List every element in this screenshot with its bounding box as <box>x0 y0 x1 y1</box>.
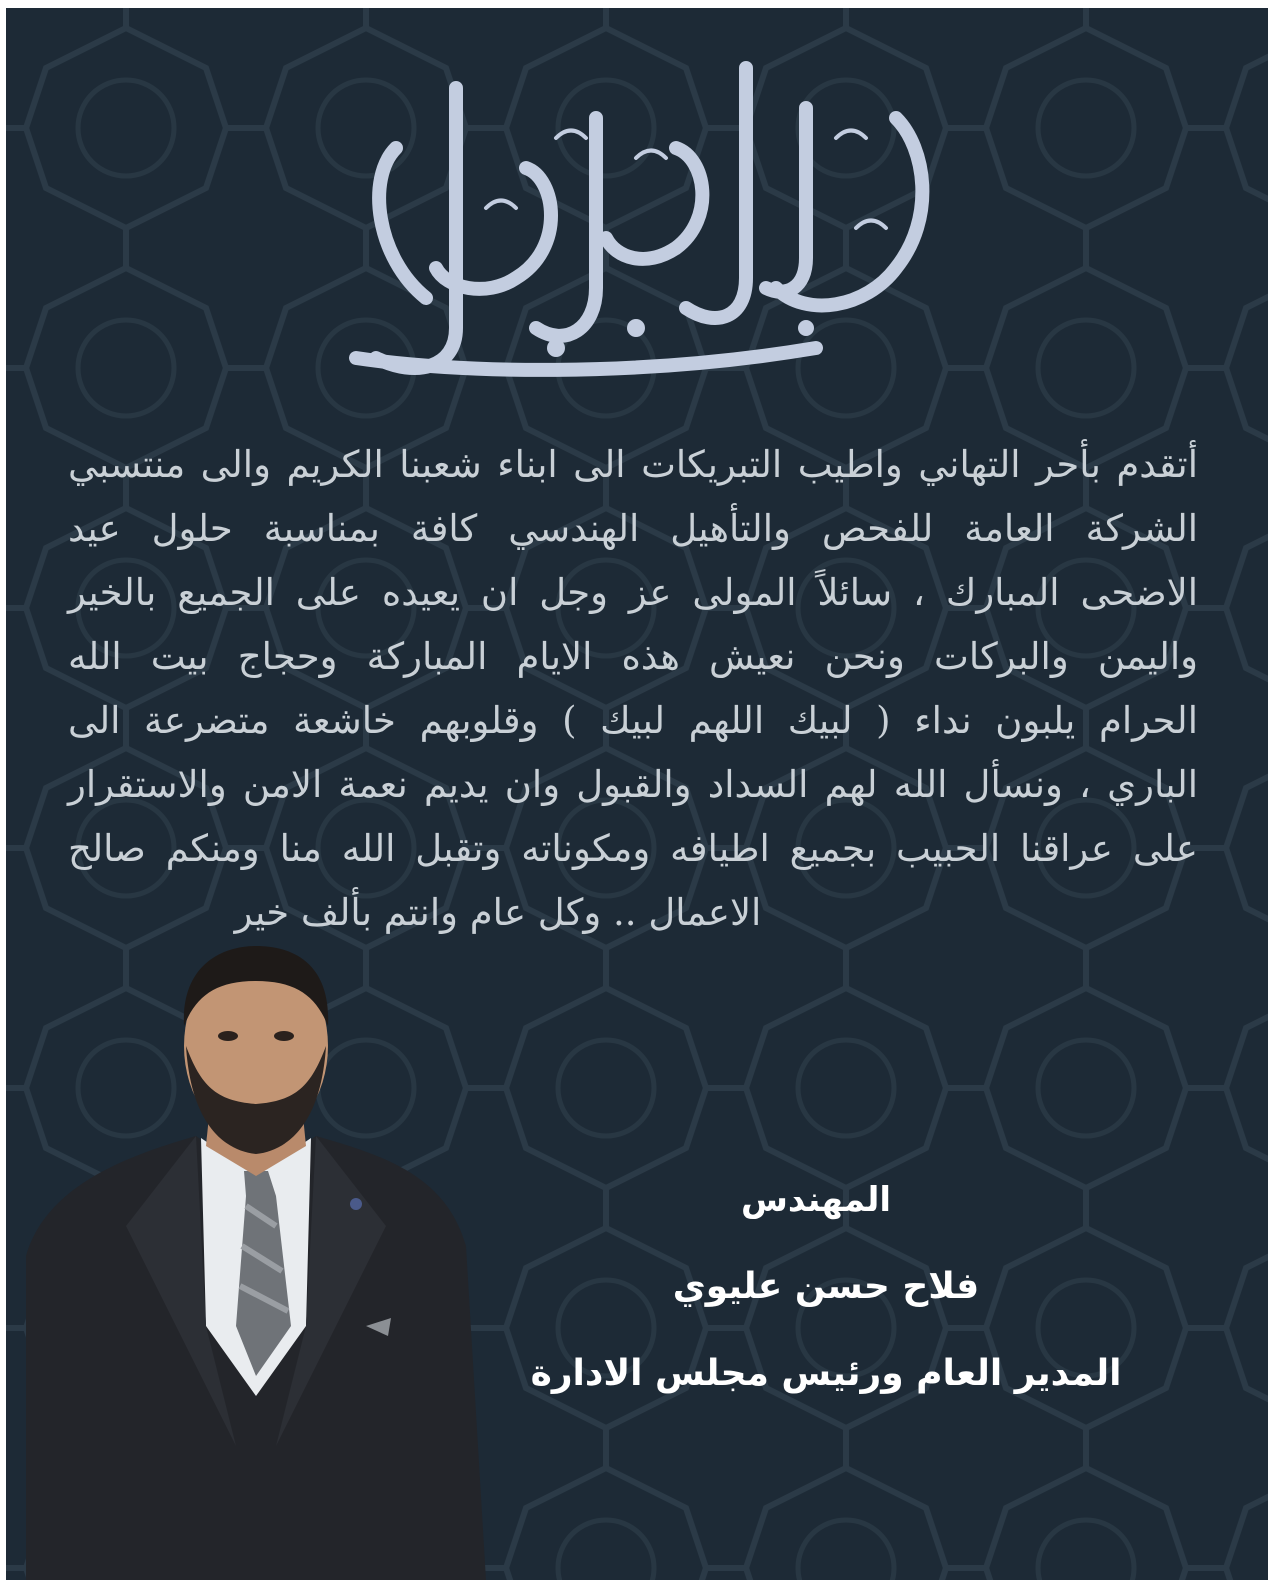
message-line: الحرام يلبون نداء ( لبيك اللهم لبيك ) وقلوبهم خاشعة متضرعة الى <box>68 699 1198 742</box>
greeting-card <box>6 8 1268 1580</box>
signature-title: المهندس <box>740 1180 892 1220</box>
message-line: واليمن والبركات ونحن نعيش هذه الايام المباركة وحجاج بيت الله <box>68 635 1198 678</box>
message-line: أتقدم بأحر التهاني واطيب التبريكات الى ابناء شعبنا الكريم والى منتسبي <box>68 443 1198 486</box>
message-line: الشركة العامة للفحص والتأهيل الهندسي كافة بمناسبة حلول عيد <box>68 507 1198 550</box>
message-line: على عراقنا الحبيب بجميع اطيافه ومكوناته وتقبل الله منا ومنكم صالح <box>68 827 1198 870</box>
signature-name: فلاح حسن عليوي <box>672 1266 980 1307</box>
signature-position: المدير العام ورئيس مجلس الادارة <box>530 1353 1122 1394</box>
message-line: الاعمال .. وكل عام وانتم بألف خير <box>234 891 762 934</box>
greeting-message <box>68 433 1198 945</box>
message-line: الباري ، ونسأل الله لهم السداد والقبول وان يديم نعمة الامن والاستقرار <box>68 763 1198 806</box>
director-portrait <box>6 926 506 1580</box>
message-line: الاضحى المبارك ، سائلاً المولى عز وجل ان يعيده على الجميع بالخير <box>68 571 1198 614</box>
